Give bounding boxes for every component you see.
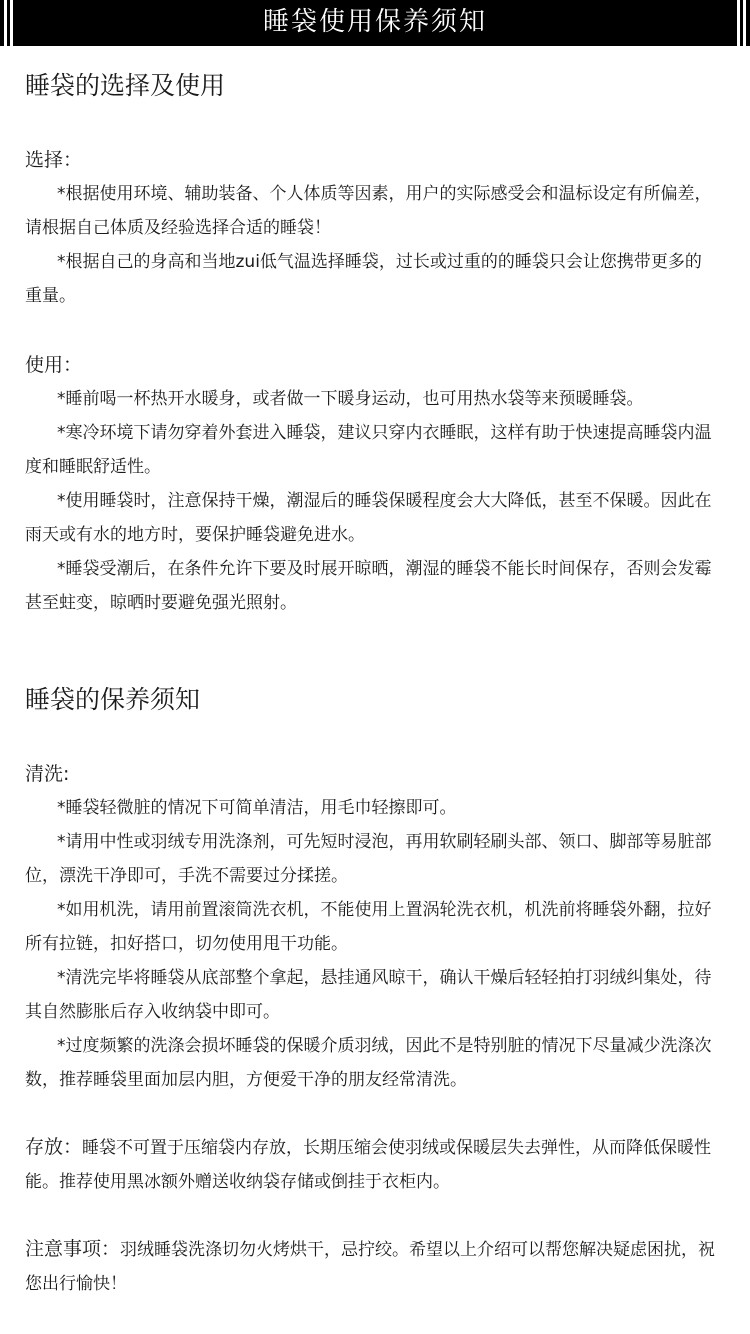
wash-item: *过度频繁的洗涤会损坏睡袋的保暖介质羽绒，因此不是特别脏的情况下尽量减少洗涤次数，推荐睡袋里面加层内胆，方便爱干净的朋友经常清洗。 — [25, 1036, 712, 1090]
wash-item: *请用中性或羽绒专用洗涤剂，可先短时浸泡，再用软刷轻刷头部、领口、脚部等易脏部位，漂洗干净即可，手洗不需要过分揉搓。 — [25, 832, 712, 886]
use-item: *睡前喝一杯热开水暖身，或者做一下暖身运动，也可用热水袋等来预暖睡袋。 — [57, 389, 644, 409]
choose-item: *根据使用环境、辅助装备、个人体质等因素，用户的实际感受会和温标设定有所偏差，请根据自己体质及经验选择合适的睡袋！ — [25, 184, 712, 238]
subsection-label-choose: 选择： — [25, 149, 83, 171]
notes-label: 注意事项： — [25, 1238, 121, 1260]
storage-paragraph — [25, 1130, 715, 1199]
subsection-label-use: 使用： — [25, 354, 83, 376]
choose-item: *根据自己的身高和当地zui低气温选择睡袋，过长或过重的的睡袋只会让您携带更多的重量。 — [25, 252, 702, 306]
wash-item: *清洗完毕将睡袋从底部整个拿起，悬挂通风晾干，确认干燥后轻轻拍打羽绒纠集处，待其自然膨胀后存入收纳袋中即可。 — [25, 968, 712, 1022]
use-item: *寒冷环境下请勿穿着外套进入睡袋，建议只穿内衣睡眠，这样有助于快速提高睡袋内温度和睡眠舒适性。 — [25, 423, 712, 477]
storage-label: 存放： — [25, 1136, 83, 1158]
section-title-selection-and-use: 睡袋的选择及使用 — [25, 71, 226, 100]
page-title: 睡袋使用保养须知 — [262, 7, 487, 37]
use-item: *使用睡袋时，注意保持干燥，潮湿后的睡袋保暖程度会大大降低，甚至不保暖。因此在雨天或有水的地方时，要保护睡袋避免进水。 — [25, 491, 712, 545]
notes-text: 羽绒睡袋洗涤切勿火烤烘干，忌拧绞。希望以上介绍可以帮您解决疑虑困扰，祝您出行愉快！ — [25, 1240, 716, 1294]
header-bar — [0, 0, 750, 46]
subsection-label-wash: 清洗: — [25, 763, 70, 785]
wash-item: *如用机洗，请用前置滚筒洗衣机，不能使用上置涡轮洗衣机，机洗前将睡袋外翻，拉好所有拉链，扣好搭口，切勿使用甩干功能。 — [25, 900, 712, 954]
storage-text: 睡袋不可置于压缩袋内存放，长期压缩会使羽绒或保暖层失去弹性，从而降低保暖性能。推荐使用黑冰额外赠送收纳袋存储或倒挂于衣柜内。 — [25, 1138, 712, 1192]
notes-paragraph — [25, 1232, 715, 1301]
article-body — [25, 66, 715, 1301]
section-title-maintenance: 睡袋的保养须知 — [25, 685, 201, 714]
use-item: *睡袋受潮后，在条件允许下要及时展开晾晒，潮湿的睡袋不能长时间保存，否则会发霉甚至蛀变，晾晒时要避免强光照射。 — [25, 559, 712, 613]
wash-item: *睡袋轻微脏的情况下可简单清洁，用毛巾轻擦即可。 — [57, 798, 457, 818]
